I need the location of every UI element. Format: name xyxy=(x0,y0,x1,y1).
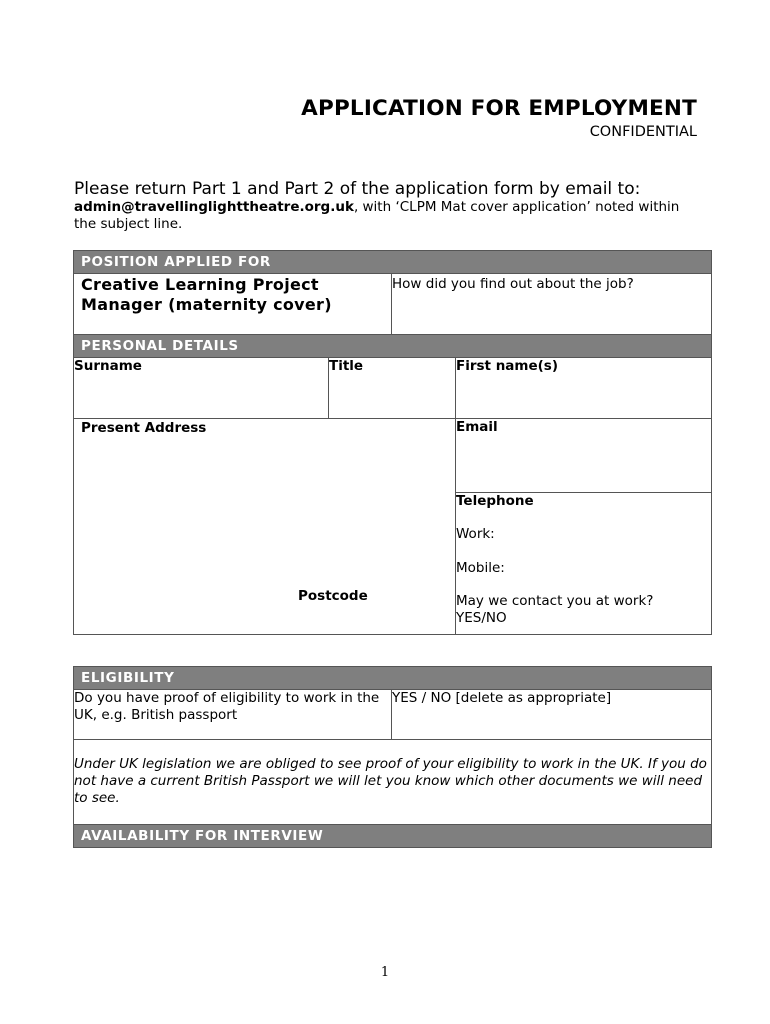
postcode-label: Postcode xyxy=(298,588,368,604)
surname-field[interactable] xyxy=(74,358,329,419)
surname-label: Surname xyxy=(74,358,142,374)
find-out-field[interactable] xyxy=(392,274,712,335)
position-section-header: POSITION APPLIED FOR xyxy=(74,251,712,274)
contact-email-link[interactable]: admin@travellinglighttheatre.org.uk xyxy=(74,199,354,215)
eligibility-question: Do you have proof of eligibility to work in the UK, e.g. British passport xyxy=(74,690,392,740)
contact-at-work-answer: YES/NO xyxy=(456,610,507,626)
telephone-label: Telephone xyxy=(456,493,534,509)
find-out-label: How did you find out about the job? xyxy=(392,276,634,292)
availability-section-header: AVAILABILITY FOR INTERVIEW xyxy=(74,825,712,848)
email-field[interactable] xyxy=(456,419,712,493)
form-title: APPLICATION FOR EMPLOYMENT xyxy=(301,96,697,121)
title-label: Title xyxy=(329,358,364,374)
page-number: 1 xyxy=(380,965,390,980)
eligibility-note-text: Under UK legislation we are obliged to see proof of your eligibility to work in the UK. If you do not have a current British Passport we will let you know which other documents we will need to see. xyxy=(74,756,707,806)
telephone-field[interactable] xyxy=(456,493,712,635)
intro-email-note xyxy=(74,199,694,233)
intro-instruction: Please return Part 1 and Part 2 of the application form by email to: xyxy=(74,179,641,199)
eligibility-note xyxy=(74,740,712,825)
intro-subject-note: , with ‘CLPM Mat cover application’ noted within the subject line. xyxy=(74,199,680,232)
address-label: Present Address xyxy=(81,420,207,436)
position-title-line2: Manager (maternity cover) xyxy=(81,295,332,314)
eligibility-answer-field[interactable] xyxy=(392,690,712,740)
first-names-label: First name(s) xyxy=(456,358,559,374)
address-field[interactable] xyxy=(74,419,456,635)
position-title-cell xyxy=(74,274,392,335)
position-personal-table xyxy=(73,250,712,635)
eligibility-table xyxy=(73,666,712,848)
first-names-field[interactable] xyxy=(456,358,712,419)
title-field[interactable] xyxy=(329,358,456,419)
position-title xyxy=(74,274,391,315)
mobile-phone-label: Mobile: xyxy=(456,560,505,576)
email-label: Email xyxy=(456,419,498,435)
position-title-line1: Creative Learning Project xyxy=(81,275,319,294)
eligibility-answer: YES / NO [delete as appropriate] xyxy=(392,690,612,706)
contact-at-work-question: May we contact you at work? xyxy=(456,593,654,609)
eligibility-section-header: ELIGIBILITY xyxy=(74,667,712,690)
work-phone-label: Work: xyxy=(456,526,495,542)
personal-section-header: PERSONAL DETAILS xyxy=(74,335,712,358)
confidential-label: CONFIDENTIAL xyxy=(589,124,697,140)
